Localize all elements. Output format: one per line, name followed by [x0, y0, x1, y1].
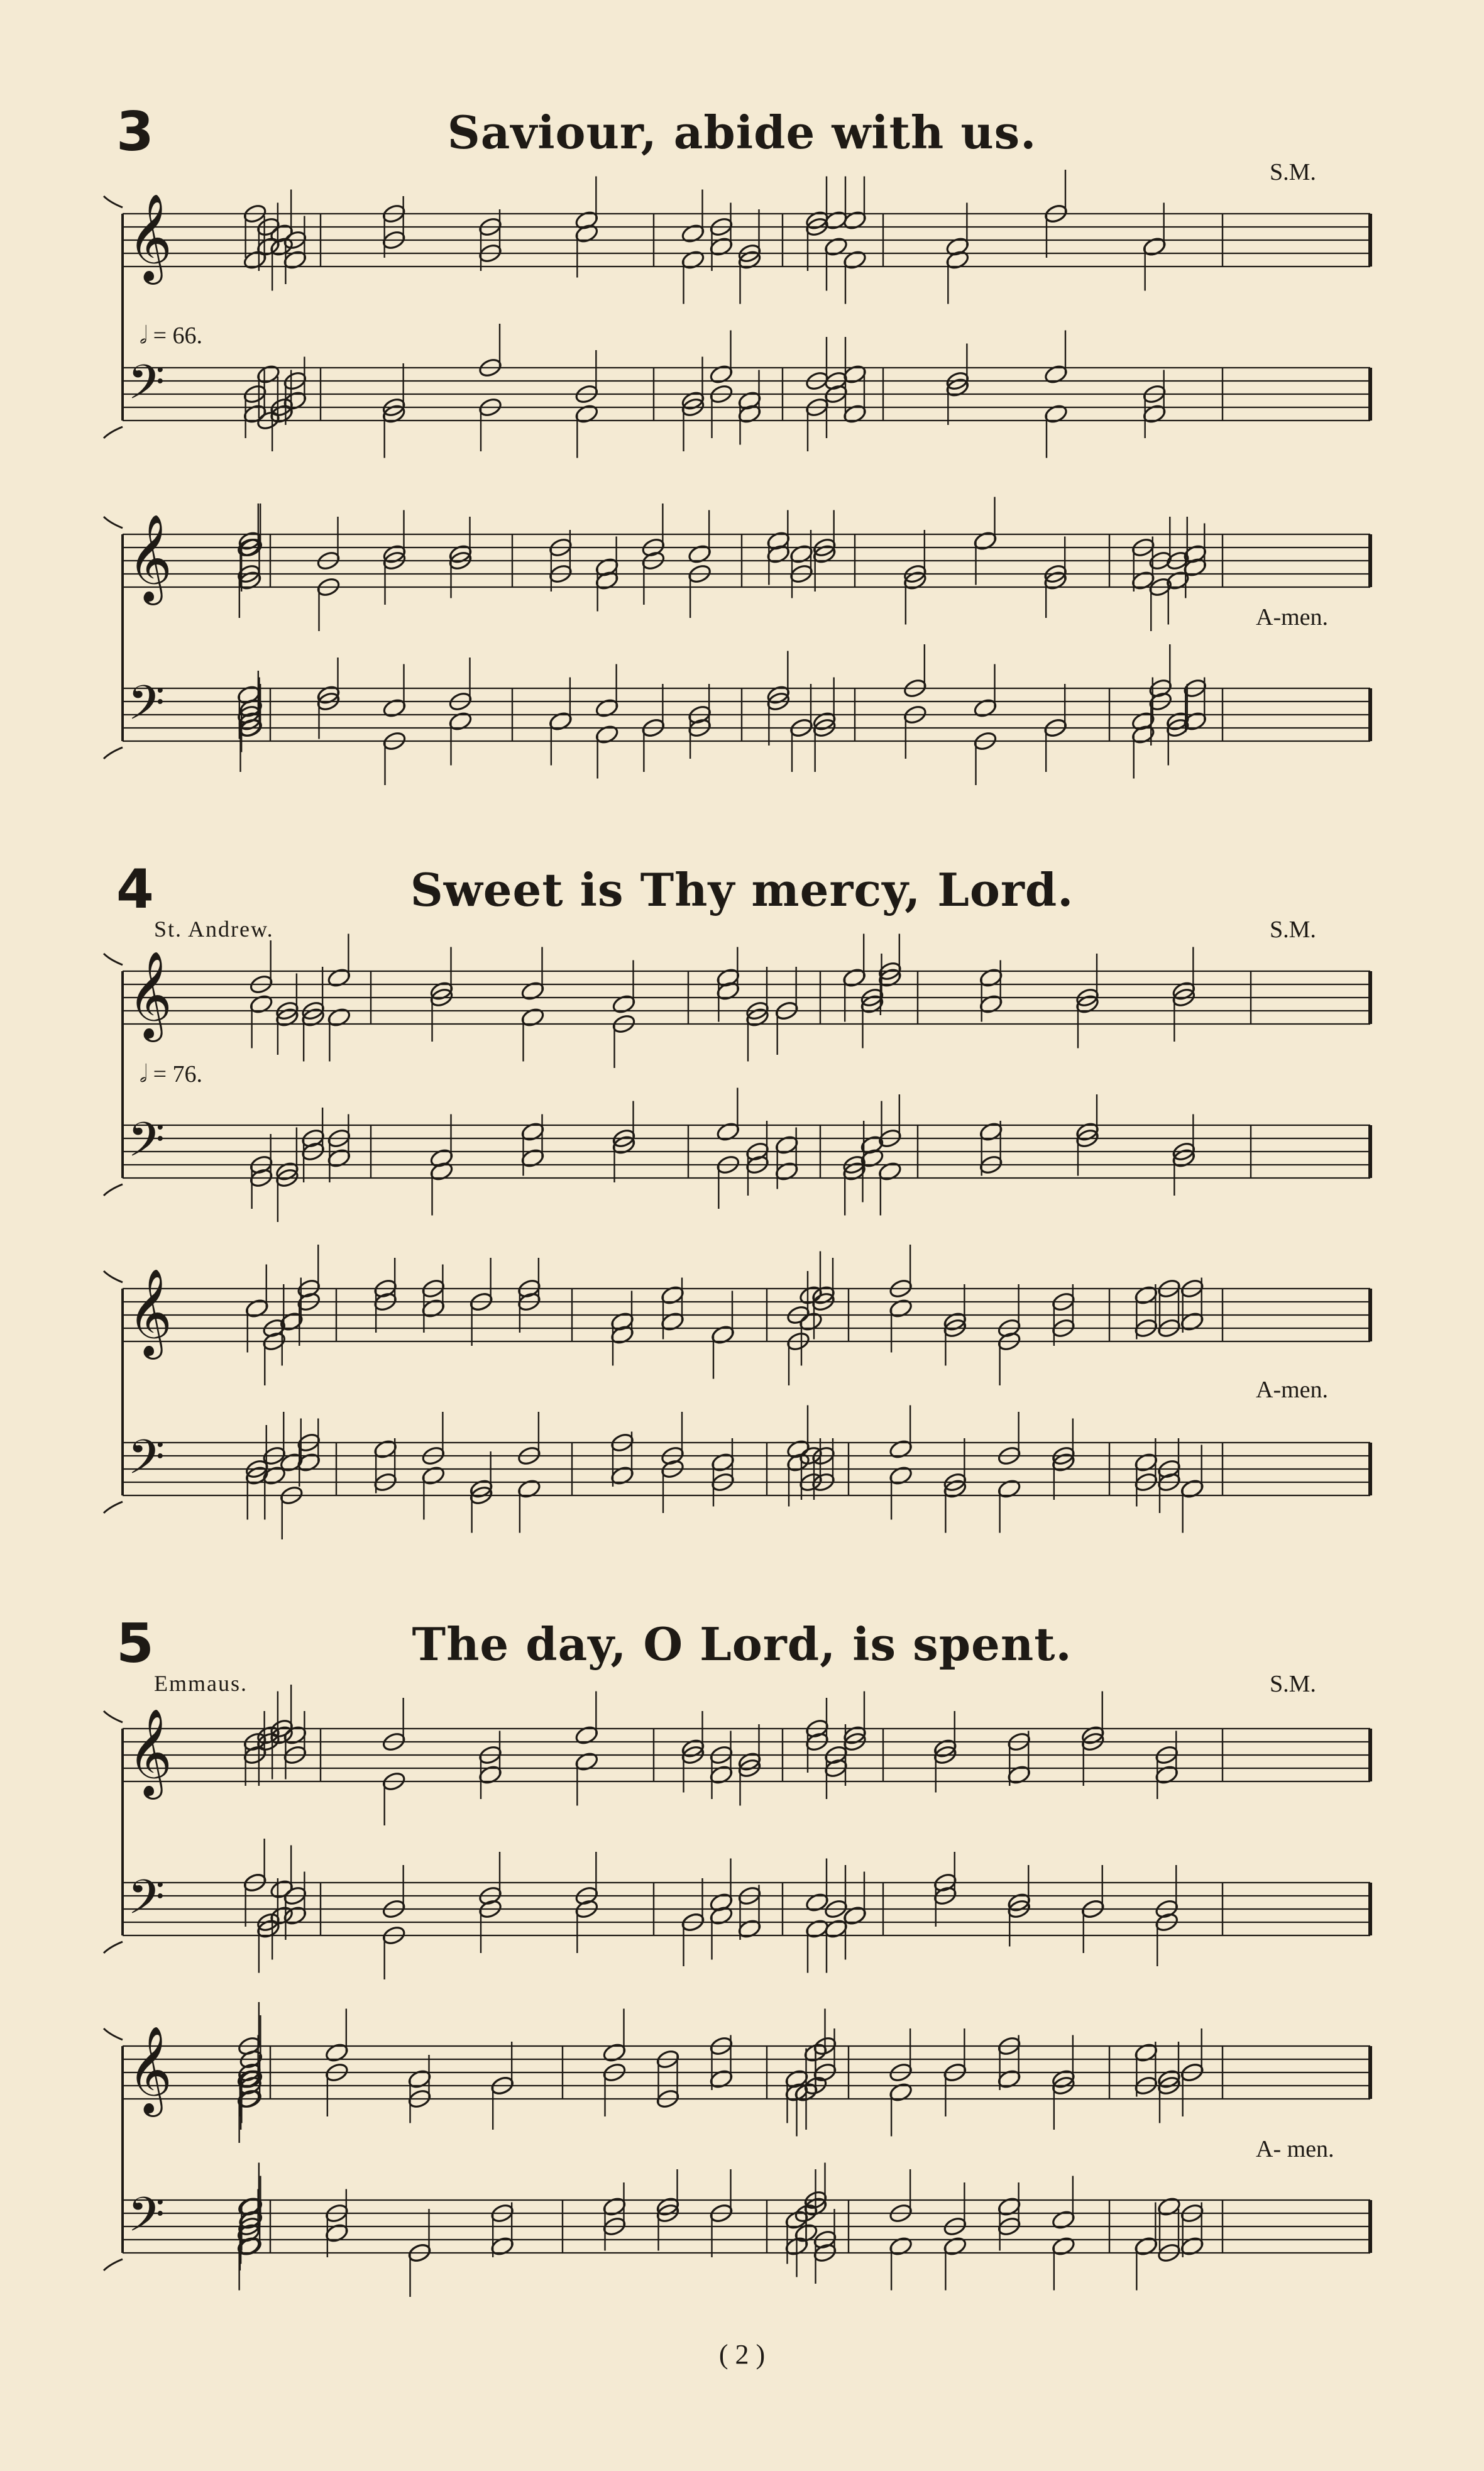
system-bracket	[104, 954, 123, 965]
bass-clef: 𝄢	[128, 1112, 165, 1179]
system-bracket	[104, 2028, 123, 2040]
treble-clef: 𝄞	[128, 1269, 172, 1356]
bass-clef: 𝄢	[128, 1869, 165, 1937]
tune-name: St. Andrew.	[154, 916, 274, 942]
treble-clef: 𝄞	[128, 194, 172, 281]
treble-clef: 𝄞	[128, 951, 172, 1038]
treble-clef: 𝄞	[128, 514, 172, 602]
treble-clef: 𝄞	[128, 1709, 172, 1796]
page-number: ( 2 )	[718, 2339, 766, 2370]
hymn-title: Saviour, abide with us.	[447, 106, 1037, 159]
meter: S.M.	[1270, 159, 1316, 185]
meter: S.M.	[1270, 1671, 1316, 1697]
system-bracket	[104, 1271, 123, 1282]
system-bracket	[104, 747, 123, 759]
amen-label: A-men.	[1256, 1377, 1329, 1403]
meter: S.M.	[1270, 916, 1316, 943]
amen-label: A- men.	[1256, 2136, 1334, 2162]
bass-clef: 𝄢	[128, 2187, 165, 2254]
bass-clef: 𝄢	[128, 355, 165, 422]
tempo-marking: 𝅗𝅥 = 76.	[140, 1061, 203, 1087]
system-bracket	[104, 1502, 123, 1513]
bass-clef: 𝄢	[128, 675, 165, 742]
hymn-number: 4	[116, 858, 154, 921]
system-bracket	[104, 427, 123, 438]
system-bracket	[104, 1711, 123, 1722]
bass-clef: 𝄢	[128, 1429, 165, 1497]
system-bracket	[104, 1184, 123, 1196]
system-bracket	[104, 2259, 123, 2270]
system-bracket	[104, 196, 123, 207]
amen-label: A-men.	[1256, 604, 1329, 630]
hymn-title: Sweet is Thy mercy, Lord.	[410, 863, 1074, 916]
hymn-number: 5	[116, 1612, 154, 1675]
treble-clef: 𝄞	[128, 2026, 172, 2113]
tune-name: Emmaus.	[154, 1671, 248, 1696]
tempo-marking: 𝅗𝅥 = 66.	[140, 322, 203, 349]
hymn-title: The day, O Lord, is spent.	[412, 1617, 1072, 1671]
system-bracket	[104, 1942, 123, 1953]
hymn-number: 3	[116, 101, 154, 163]
system-bracket	[104, 517, 123, 528]
